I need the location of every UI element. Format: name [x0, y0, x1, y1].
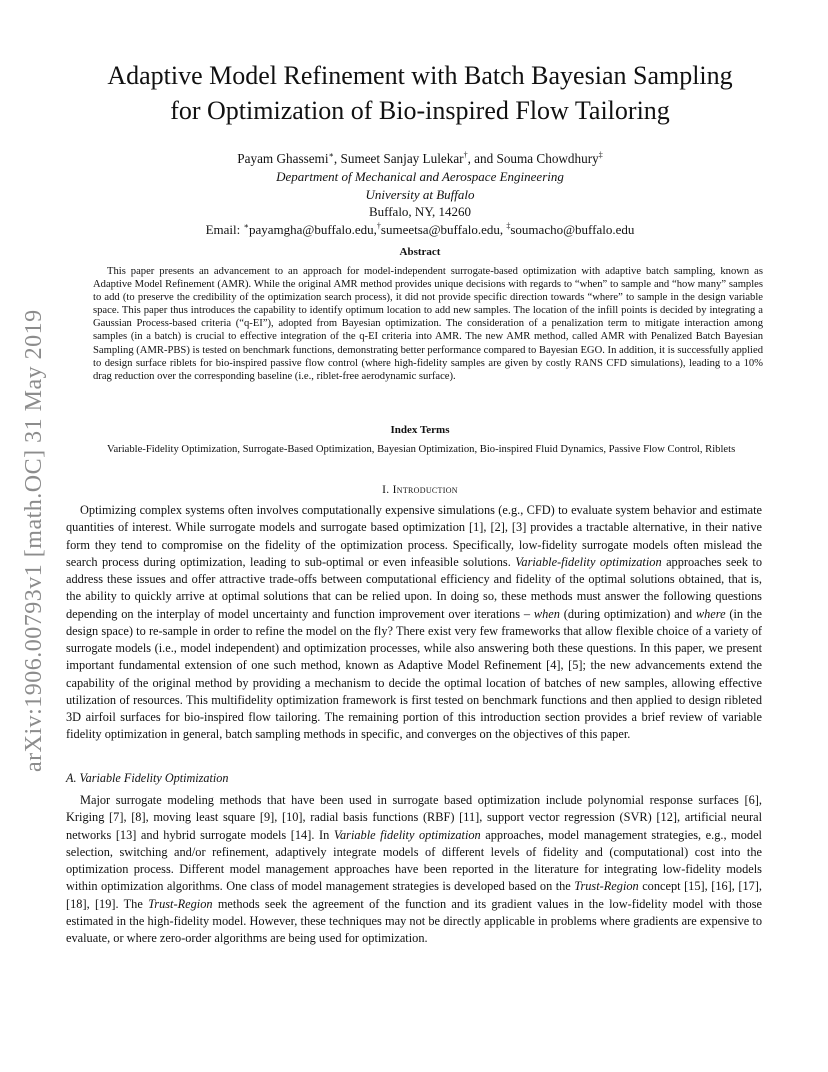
abstract-text: This paper presents an advancement to an approach for model-independent surrogate-based optimization with adaptive batch sampling, known as Adaptive Model Refinement (AMR). While the original AMR method provides unique decisions with regards to “when” to sample and “how many” samples to add (to preserve the credibility of the optimization search process), it did not provide specific direction towards “where” to sample in the design variable space. This paper thus introduces the capability to identify optimum location to add new samples. The location of the infill points is decided by integrating a Gaussian Process-based criteria (“q-EI”), adopted from Bayesian optimization. The consideration of a penalization term to mitigate interaction among samples (in a batch) is crucial to effective integration of the q-EI criteria into AMR. The new AMR method, called AMR with Penalized Batch Bayesian Sampling (AMR-PBS) is tested on benchmark functions, demonstrating better performance compared to Bayesian EGO. In addition, it is successfully applied to design surface riblets for bio-inspired passive flow control (where high-fidelity samples are given by costly RANS CFD simulations), leading to a 10% drag reduction over the corresponding baseline (i.e., riblet-free aerodynamic surface).: [93, 266, 763, 382]
section-number: I.: [382, 484, 393, 496]
variable-fidelity-body: [66, 792, 762, 947]
citation-link[interactable]: [4]: [546, 658, 561, 673]
vf-paragraph: Major surrogate modeling methods that have been used in surrogate based optimization include polynomial response surfaces [6], Kriging [7], [8], moving least square [9], [10], radial basis functions (RBF) [11], support vector regression (SVR) [12], artificial neural networks [13] and hybrid surrogate models [14]. In Variable fidelity optimization approaches, model management strategies, e.g., model selection, switching and/or refinement, adaptively integrate models of different levels of fidelity and (computational) cost into the optimization process. Different model management approaches have been reported in the literature for integrating low-fidelity models within optimization algorithms. One class of model management strategies is developed based on the Trust-Region concept [15], [16], [17], [18], [19]. The Trust-Region methods seek the agreement of the function and its gradient values in the low-fidelity model with those estimated in the high-fidelity model. However, these techniques may not be directly applicable in problems where gradients are expensive to evaluate, or where zero-order algorithms are being used for optimization.: [66, 793, 763, 945]
author-list: [60, 150, 780, 168]
subsection-heading: A. Variable Fidelity Optimization: [66, 771, 229, 785]
citation-link[interactable]: [18]: [66, 896, 87, 911]
citation-link[interactable]: [13]: [115, 827, 137, 842]
citation-link[interactable]: [17]: [738, 879, 759, 894]
author-3: Souma Chowdhury: [496, 151, 599, 166]
author-1-mark: ∗: [328, 150, 334, 160]
author-2: Sumeet Sanjay Lulekar: [340, 151, 464, 166]
citation-link[interactable]: [11]: [459, 810, 480, 825]
email-line: [60, 221, 780, 239]
citation-link[interactable]: [14]: [290, 827, 312, 842]
citation-link[interactable]: [10]: [281, 810, 303, 825]
index-terms-heading: Index Terms: [390, 424, 450, 436]
affiliation-city: Buffalo, NY, 14260: [368, 204, 472, 219]
citation-link[interactable]: [2]: [490, 520, 505, 535]
email-1-mark: ∗: [243, 221, 249, 231]
citation-link[interactable]: [16]: [711, 879, 732, 894]
email-label: Email:: [205, 221, 244, 237]
section-title: Introduction: [392, 484, 458, 496]
author-2-mark: †: [463, 150, 468, 160]
introduction-body: [66, 502, 762, 744]
citation-link[interactable]: [7]: [109, 810, 124, 825]
index-terms-body: [93, 443, 763, 456]
citation-link[interactable]: [9]: [259, 810, 275, 825]
email-3[interactable]: soumacho@buffalo.edu: [510, 221, 635, 237]
author-1: Payam Ghassemi: [237, 151, 329, 166]
email-1[interactable]: payamgha@buffalo.edu,: [248, 221, 377, 237]
section-heading-introduction: [60, 484, 780, 496]
author-separator: , and: [467, 151, 497, 166]
author-block: [60, 150, 780, 238]
citation-link[interactable]: [19]: [94, 896, 116, 911]
affiliation-department: Department of Mechanical and Aerospace Engineering: [276, 169, 564, 184]
paper-title: [60, 58, 780, 128]
abstract-body: [93, 265, 763, 383]
arxiv-identifier: arXiv:1906.00793v1 [math.OC] 31 May 2019: [21, 309, 47, 772]
citation-link[interactable]: [5]: [568, 658, 583, 673]
author-3-mark: ‡: [598, 150, 603, 160]
citation-link[interactable]: [3]: [511, 520, 527, 535]
citation-link[interactable]: [8]: [131, 810, 146, 825]
email-3-mark: ‡: [506, 221, 511, 231]
citation-link[interactable]: [6]: [744, 793, 759, 807]
citation-link[interactable]: [12]: [656, 810, 677, 825]
citation-link[interactable]: [1]: [469, 520, 484, 535]
email-2-mark: †: [376, 221, 381, 231]
title-line-2: for Optimization of Bio-inspired Flow Tailoring: [170, 96, 670, 125]
citation-link[interactable]: [15]: [684, 879, 705, 894]
intro-paragraph: Optimizing complex systems often involves computationally expensive simulations (e.g., CFD) to evaluate system behavior and estimate quantities of interest. While surrogate models and surrogate based optimization [1], [2], [3] provides a tractable alternative, in their native form they tend to compromise on the fidelity of the optimization process. Specifically, low-fidelity surrogate models often mislead the search process during optimization, leading to sub-optimal or even infeasible solutions. Variable-fidelity optimization approaches seek to address these issues and offer attractive trade-offs between computational efficiency and fidelity of the optimal solutions obtained, that is, the ability to quickly arrive at optimal solutions that can be relied upon. In doing so, these methods must answer the following questions depending on the interplay of model uncertainty and function improvement over iterations – when (during optimization) and where (in the design space) to re-sample in order to refine the model on the fly? There exist very few frameworks that allow flexible choice of a variety of surrogate models (i.e., model independent) and optimization processes, while also answering both these questions. In this paper, we present important fundamental extension of one such method, known as Adaptive Model Refinement [4], [5]; the new advancements extend the capability of the original method by providing a mechanism to decide the optimal location of batches of new samples, allowing effective utilization of resources. This multifidelity optimization framework is first tested on benchmark functions and then applied to design ribleted 3D airfoil surfaces for bio-inspired flow tailoring. The remaining portion of this introduction section provides a brief review of variable fidelity optimization in general, batch sampling methods in specific, and converges on the objectives of this paper.: [66, 503, 763, 742]
affiliation-university: University at Buffalo: [365, 186, 475, 202]
author-separator: ,: [333, 151, 341, 166]
email-2[interactable]: sumeetsa@buffalo.edu,: [380, 221, 507, 237]
title-line-1: Adaptive Model Refinement with Batch Bayesian Sampling: [107, 61, 733, 90]
abstract-heading: Abstract: [399, 246, 441, 258]
index-terms-text: Variable-Fidelity Optimization, Surrogate-Based Optimization, Bayesian Optimization, Bio-inspired Fluid Dynamics, Passive Flow Control, Riblets: [107, 444, 736, 455]
